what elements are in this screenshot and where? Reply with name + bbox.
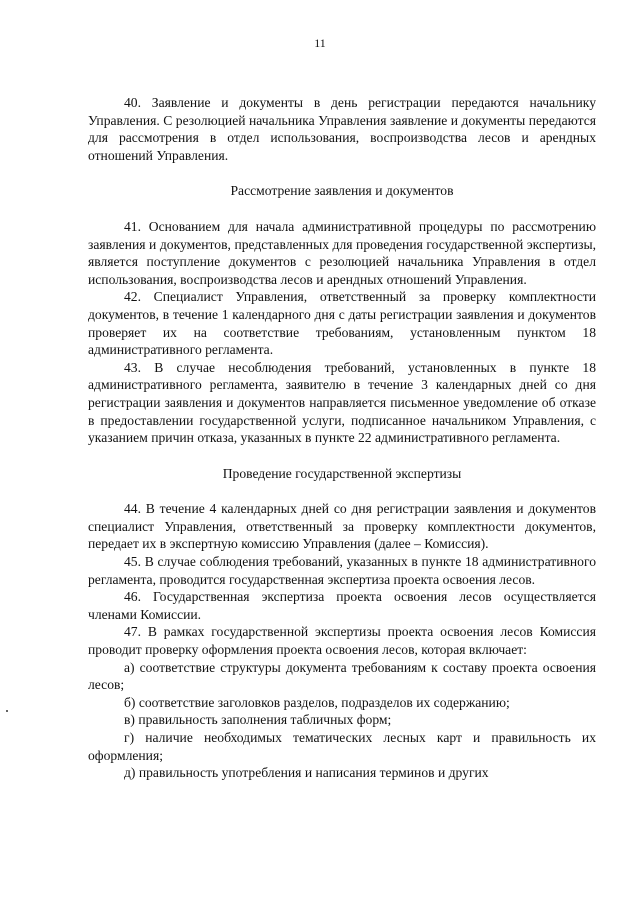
paragraph-45: 45. В случае соблюдения требований, указанных в пункте 18 административного регламента, проводится государственная экспертиза проекта освоения лесов. — [88, 554, 596, 587]
paragraph-46: 46. Государственная экспертиза проекта освоения лесов осуществляется членами Комиссии. — [88, 589, 596, 622]
paragraph-41: 41. Основанием для начала административной процедуры по рассмотрению заявления и документов, представленных для проведения государственной экспертизы, является поступление документов с резолюцией начальника Управления в отдел использования, воспроизводства лесов и арендных отношений Управления. — [88, 218, 596, 287]
paragraph-47: 47. В рамках государственной экспертизы проекта освоения лесов Комиссия проводит проверку оформления проекта освоения лесов, которая включает: — [88, 624, 596, 658]
section-heading-review: Рассмотрение заявления и документов — [230, 183, 454, 199]
paragraph-44: 44. В течение 4 календарных дней со дня регистрации заявления и документов специалист Управления, ответственный за проверку комплектности документов, передает их в экспертную комиссию Управления (далее – Комиссия). — [88, 501, 596, 552]
paragraph-43: 43. В случае несоблюдения требований, установленных в пункте 18 административного регламента, заявителю в течение 3 календарных дней со дня регистрации заявления и документов направляется письменное уведомление об отказе в предоставлении государственной услуги, подписанное начальником Управления, с указанием причин отказа, указанных в пункте 22 административного регламента. — [88, 359, 596, 446]
page-number: 11 — [314, 36, 326, 50]
paragraph-42: 42. Специалист Управления, ответственный за проверку комплектности документов, в течение 1 календарного дня с даты регистрации заявления и документов проверяет их на соответствие требованиям, установленным пунктом 18 административного регламента. — [88, 289, 596, 358]
section-heading-expertise: Проведение государственной экспертизы — [222, 465, 462, 481]
paragraph-40: 40. Заявление и документы в день регистрации передаются начальнику Управления. С резолюцией начальника Управления заявление и документы передаются для рассмотрения в отдел использования, воспроизводства лесов и арендных отношений Управления. — [88, 95, 596, 163]
scan-artifact-dot — [6, 710, 8, 712]
list-item-a: а) соответствие структуры документа требованиям к составу проекта освоения лесов; — [88, 659, 596, 693]
list-item-d: д) правильность употребления и написания терминов и других — [124, 765, 489, 781]
document-body — [88, 94, 596, 782]
list-item-g: г) наличие необходимых тематических лесных карт и правильность их оформления; — [88, 730, 596, 763]
list-item-v: в) правильность заполнения табличных форм; — [124, 712, 392, 728]
list-item-b: б) соответствие заголовков разделов, подразделов их содержанию; — [124, 694, 510, 710]
